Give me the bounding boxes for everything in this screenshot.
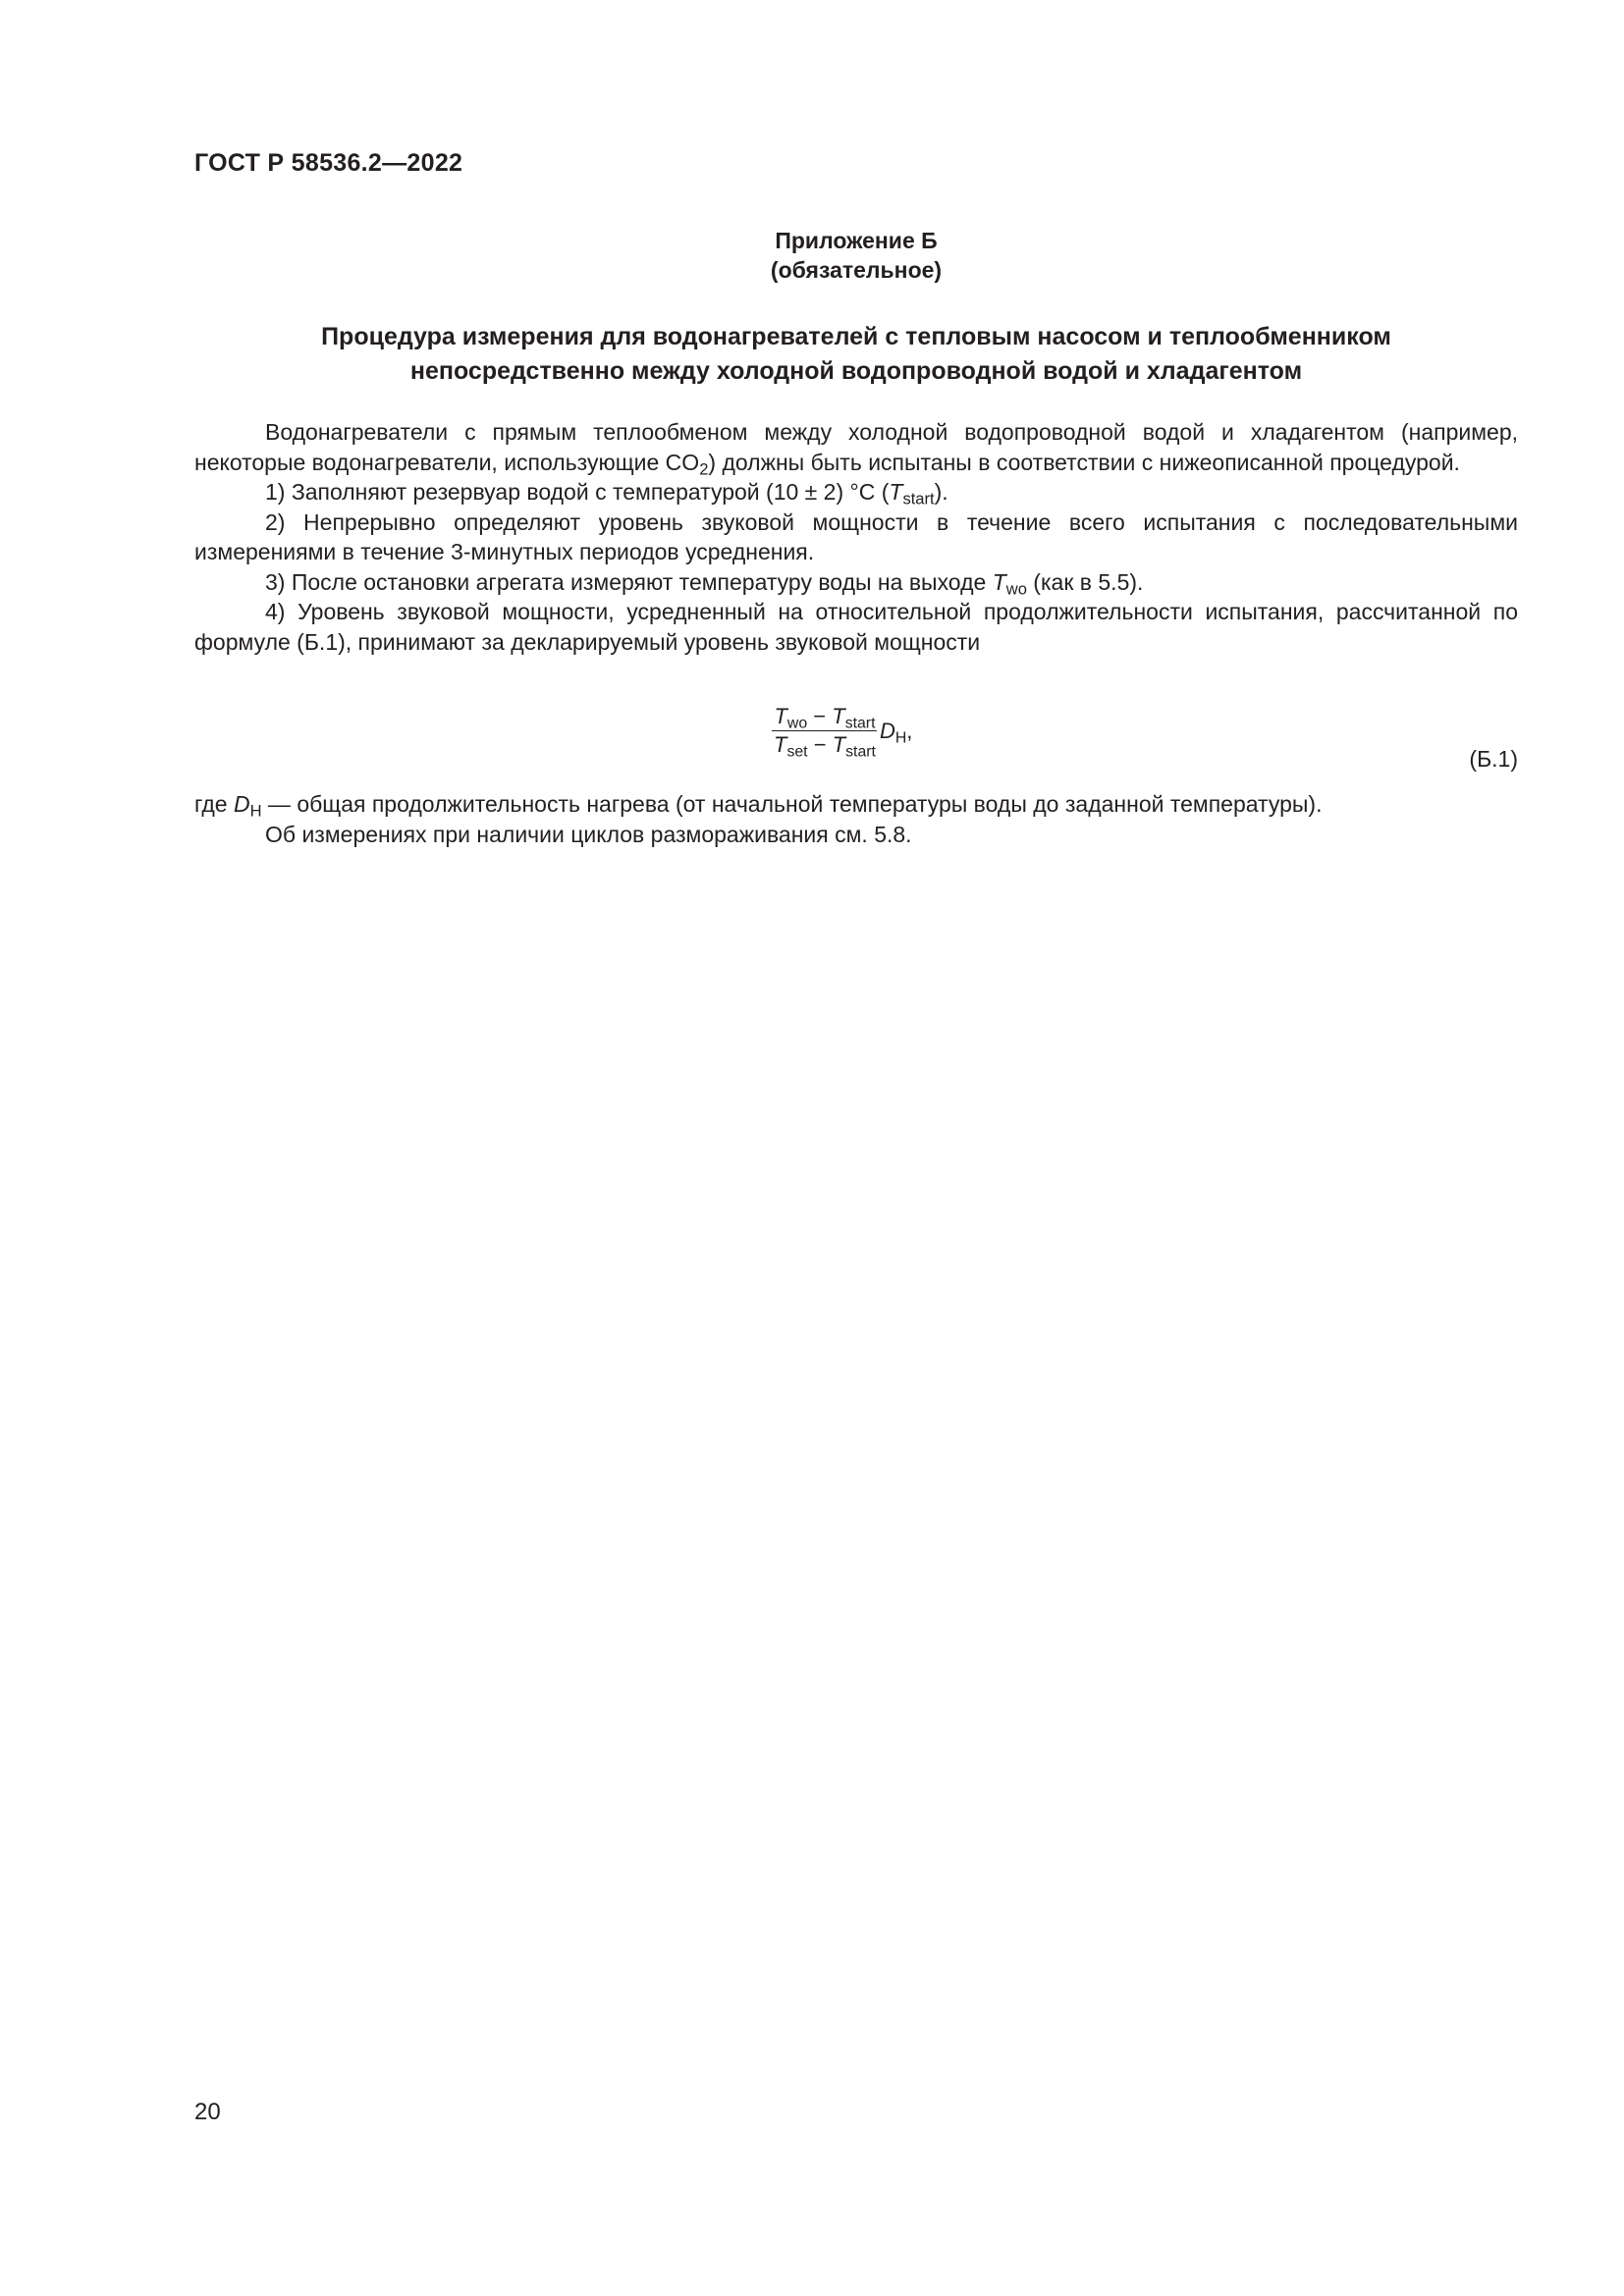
step-4: 4) Уровень звуковой мощности, усредненный на относительной продолжительности испытания, рассчитанной по формуле (Б.1), принимают за декларируемый уровень звуковой мощности	[194, 599, 1518, 655]
annex-status: (обязательное)	[770, 257, 943, 283]
formula-explanation	[194, 789, 1518, 849]
page-number: 20	[194, 2099, 221, 2125]
step-3: 3) После остановки агрегата измеряют температуру воды на выходе $T_{wo}$ (как в 5.5).	[265, 568, 1144, 599]
intro-paragraph: Водонагреватели с прямым теплообменом между холодной водопроводной водой и хладагентом (например, некоторые водонагреватели, использующие $CO_2$) должны быть испытаны в соответствии с нижеописанной процедурой.	[194, 419, 1518, 479]
formula-number: (Б.1)	[1469, 746, 1518, 772]
annex-title	[194, 320, 1518, 389]
annex-title-line2: непосредственно между холодной водопроводной водой и хладагентом	[409, 357, 1303, 385]
formula-b1	[772, 704, 913, 761]
document-code: ГОСТ Р 58536.2—2022	[194, 149, 463, 177]
step-2: 2) Непрерывно определяют уровень звуковой мощности в течение всего испытания с последовательными измерениями в течение 3-минутных периодов усреднения.	[194, 508, 1518, 564]
formula-numerator: $T_{wo} - T_{start}$	[774, 704, 876, 732]
formula-denominator: $T_{set} - T_{start}$	[774, 732, 876, 761]
where-definition: где $D_H$ — общая продолжительность нагрева (от начальной температуры воды до заданной температуры).	[194, 791, 1323, 821]
procedure-text	[194, 417, 1518, 657]
step-1: 1) Заполняют резервуар водой с температурой (10 ± 2) °C $(T_{start})$.	[265, 479, 948, 508]
annex-label: Приложение Б	[775, 228, 938, 253]
annex-heading	[194, 226, 1518, 285]
formula-fraction	[772, 704, 878, 761]
formula-multiplier: $D_H$,	[879, 718, 913, 746]
annex-title-line1: Процедура измерения для водонагревателей с тепловым насосом и теплообменником	[321, 323, 1391, 350]
defrost-note: Об измерениях при наличии циклов размораживания см. 5.8.	[265, 821, 912, 847]
